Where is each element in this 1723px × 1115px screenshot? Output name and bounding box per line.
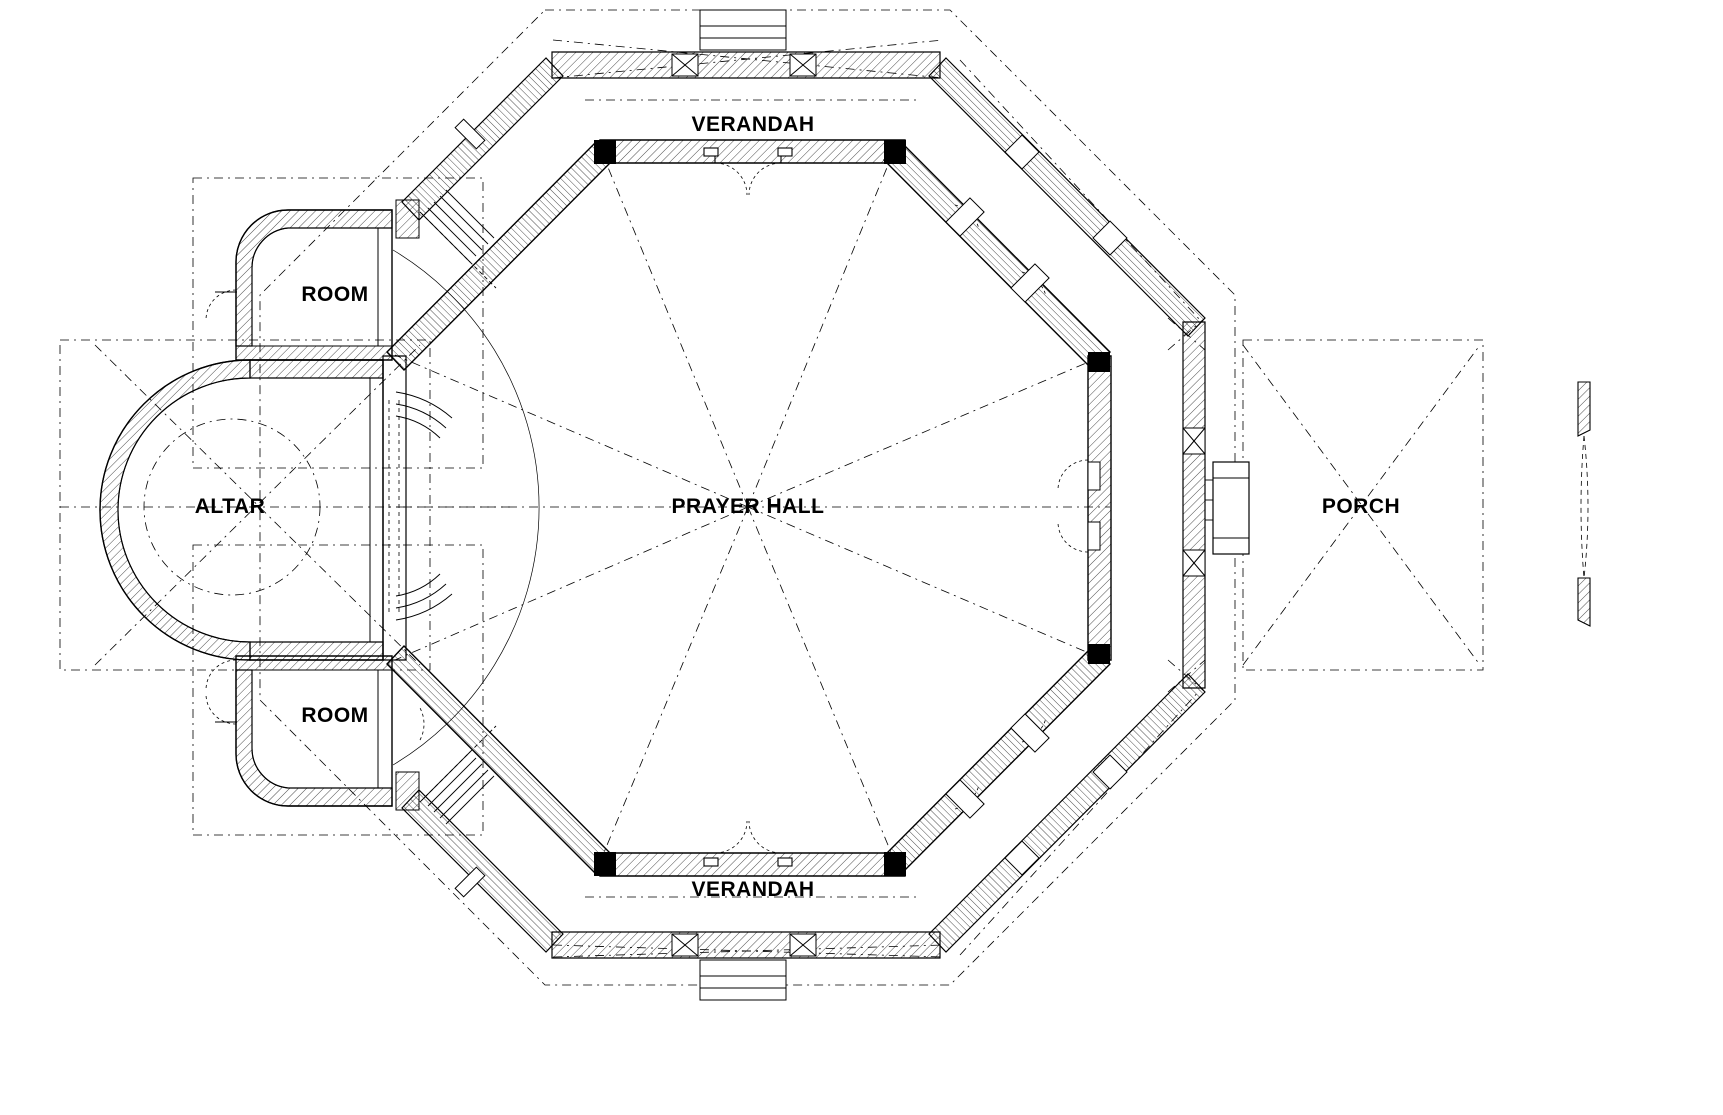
door-swings xyxy=(206,163,1088,853)
column xyxy=(790,54,816,76)
porch-steps xyxy=(1205,480,1213,520)
dashed-radials-altar xyxy=(60,345,510,665)
column xyxy=(672,54,698,76)
altar-steps xyxy=(396,392,452,620)
label-room-upper: ROOM xyxy=(301,283,369,306)
label-altar: ALTAR xyxy=(194,495,266,518)
label-porch: PORCH xyxy=(1321,495,1401,518)
porch-structure xyxy=(1578,382,1590,626)
label-prayer-hall: PRAYER HALL xyxy=(671,495,825,518)
label-verandah-bottom: VERANDAH xyxy=(691,878,815,901)
column xyxy=(1183,428,1205,454)
label-verandah-top: VERANDAH xyxy=(691,113,815,136)
label-room-lower: ROOM xyxy=(301,704,369,727)
column xyxy=(790,934,816,956)
room-lower xyxy=(236,656,392,806)
column xyxy=(1183,550,1205,576)
column xyxy=(672,934,698,956)
